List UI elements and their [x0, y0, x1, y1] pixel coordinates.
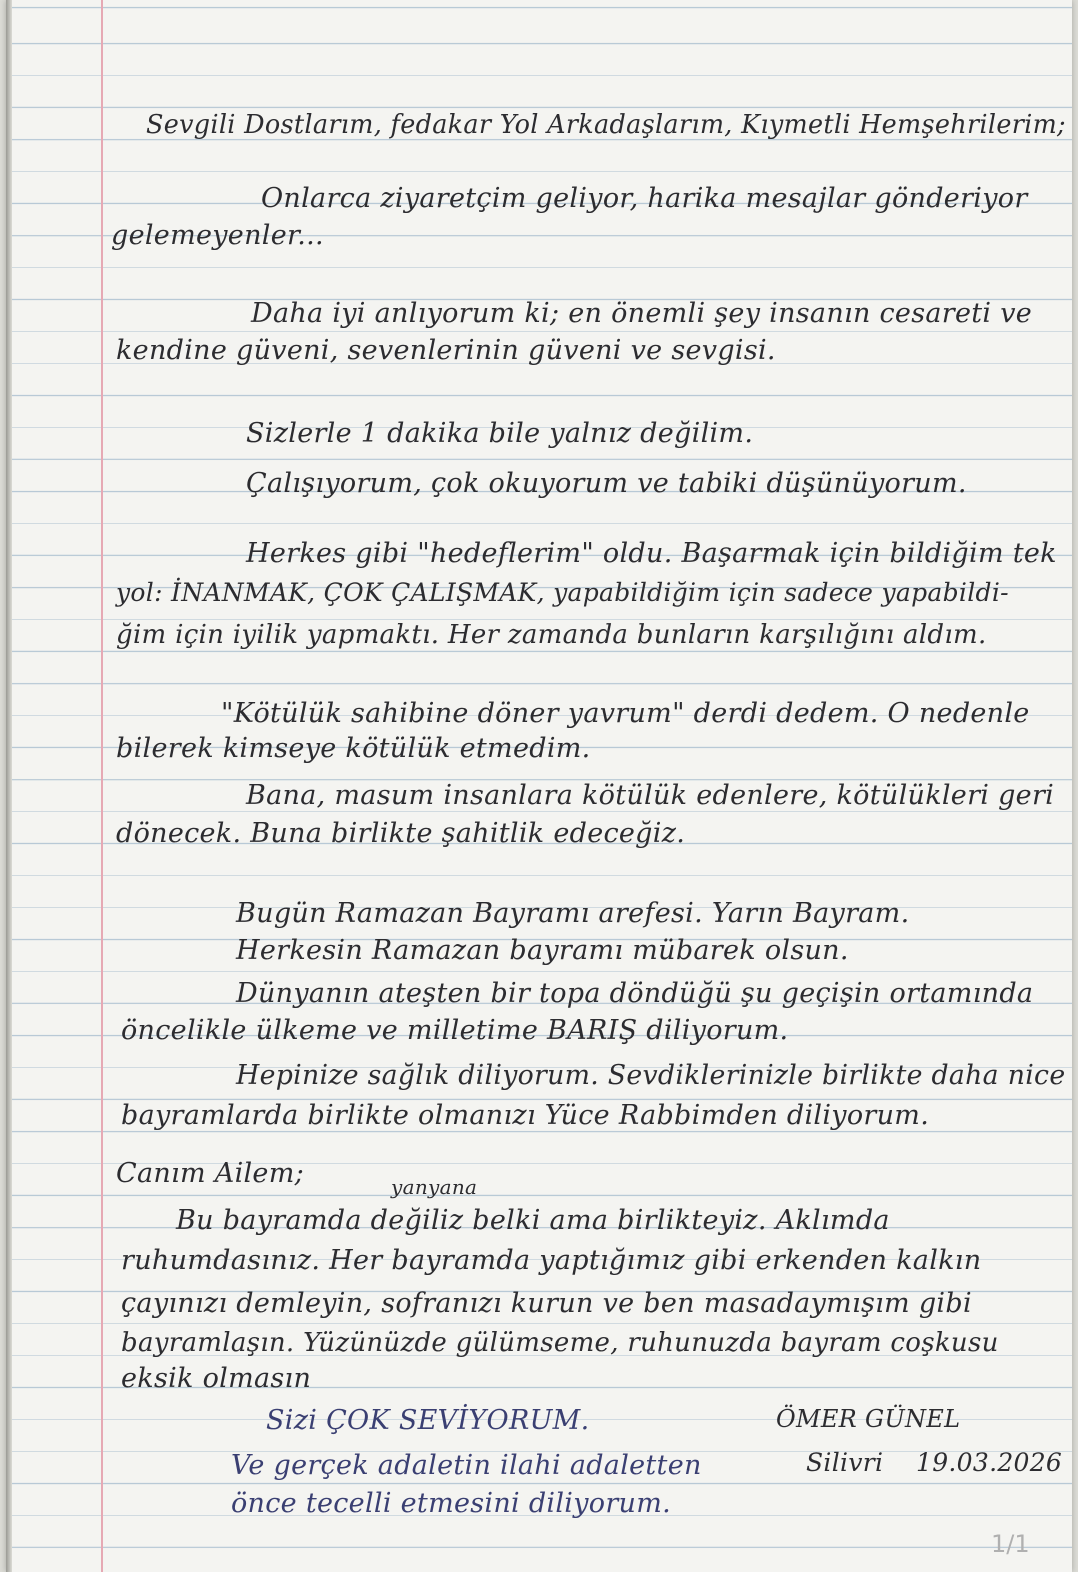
- letter-line: kendine güveni, sevenlerinin güveni ve sevgisi.: [116, 335, 776, 366]
- letter-line: Bu bayramda değiliz belki ama birlikteyiz. Aklımda: [176, 1205, 890, 1236]
- letter-line: Herkesin Ramazan bayramı mübarek olsun.: [236, 935, 849, 966]
- greeting-line: Sevgili Dostlarım, fedakar Yol Arkadaşlarım, Kıymetli Hemşehrilerim;: [146, 110, 1066, 140]
- page-number: 1/1: [991, 1530, 1030, 1558]
- closing-line: Sizi ÇOK SEVİYORUM.: [266, 1405, 590, 1436]
- family-greeting: Canım Ailem;: [116, 1158, 305, 1189]
- letter-line: Onlarca ziyaretçim geliyor, harika mesajlar gönderiyor: [261, 183, 1028, 214]
- letter-line: "Kötülük sahibine döner yavrum" derdi dedem. O nedenle: [221, 698, 1030, 729]
- letter-line: eksik olmasın: [121, 1363, 312, 1394]
- letter-line: yol: İNANMAK, ÇOK ÇALIŞMAK, yapabildiğim için sadece yapabildi-: [116, 578, 1009, 607]
- letter-line: dönecek. Buna birlikte şahitlik edeceğiz.: [116, 818, 686, 849]
- page-edge-shadow: [6, 0, 12, 1572]
- signature-name: ÖMER GÜNEL: [776, 1405, 961, 1433]
- letter-line: Bugün Ramazan Bayramı arefesi. Yarın Bayram.: [236, 898, 910, 929]
- letter-line: Daha iyi anlıyorum ki; en önemli şey insanın cesareti ve: [251, 298, 1033, 329]
- letter-line: Sizlerle 1 dakika bile yalnız değilim.: [246, 418, 754, 449]
- signature-date: 19.03.2026: [916, 1448, 1063, 1477]
- closing-line: Ve gerçek adaletin ilahi adaletten: [231, 1450, 702, 1481]
- letter-line: Dünyanın ateşten bir topa döndüğü şu geçişin ortamında: [236, 978, 1034, 1009]
- letter-line: bilerek kimseye kötülük etmedim.: [116, 733, 591, 764]
- insertion-note: yanyana: [391, 1175, 478, 1199]
- notebook-page: [6, 0, 1072, 1572]
- letter-line: gelemeyenler...: [111, 220, 324, 251]
- letter-line: çayınızı demleyin, sofranızı kurun ve ben masadaymışım gibi: [121, 1288, 972, 1319]
- letter-line: Çalışıyorum, çok okuyorum ve tabiki düşünüyorum.: [246, 468, 967, 499]
- letter-line: Herkes gibi "hedeflerim" oldu. Başarmak için bildiğim tek: [246, 538, 1057, 569]
- margin-line: [101, 0, 103, 1572]
- letter-line: öncelikle ülkeme ve milletime BARIŞ diliyorum.: [121, 1015, 789, 1046]
- letter-line: bayramlaşın. Yüzünüzde gülümseme, ruhunuzda bayram coşkusu: [121, 1328, 999, 1358]
- closing-line: önce tecelli etmesini diliyorum.: [231, 1488, 672, 1519]
- letter-line: bayramlarda birlikte olmanızı Yüce Rabbimden diliyorum.: [121, 1100, 930, 1131]
- letter-line: ğim için iyilik yapmaktı. Her zamanda bunların karşılığını aldım.: [116, 620, 987, 650]
- signature-place: Silivri: [806, 1448, 884, 1477]
- letter-line: ruhumdasınız. Her bayramda yaptığımız gibi erkenden kalkın: [121, 1245, 982, 1276]
- letter-line: Hepinize sağlık diliyorum. Sevdiklerinizle birlikte daha nice: [236, 1060, 1066, 1091]
- letter-line: Bana, masum insanlara kötülük edenlere, kötülükleri geri: [246, 780, 1055, 811]
